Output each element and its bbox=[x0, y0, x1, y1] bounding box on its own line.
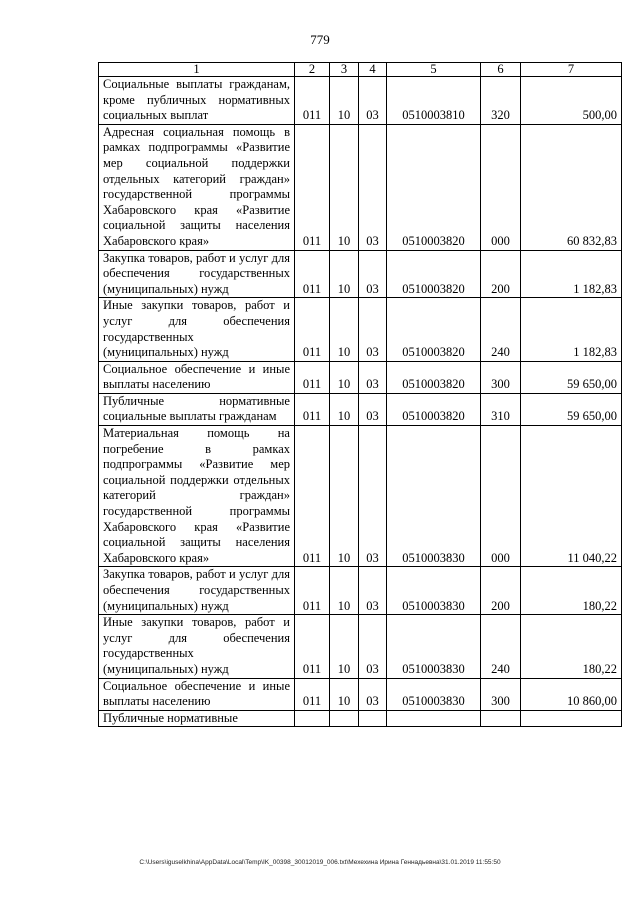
row-sum: 180,22 bbox=[521, 615, 622, 678]
row-csr: 0510003820 bbox=[387, 250, 481, 298]
row-pr: 03 bbox=[359, 426, 387, 567]
row-sum: 11 040,22 bbox=[521, 426, 622, 567]
row-sum: 10 860,00 bbox=[521, 678, 622, 710]
table-row bbox=[99, 426, 622, 567]
row-vr: 240 bbox=[481, 298, 521, 361]
row-gr: 011 bbox=[295, 426, 330, 567]
row-name: Иные закупки товаров, работ и услуг для обеспечения государственных (муниципальных) нужд bbox=[99, 615, 295, 678]
row-gr: 011 bbox=[295, 678, 330, 710]
col-header-pr: 4 bbox=[359, 63, 387, 77]
row-name: Социальное обеспечение и иные выплаты населению bbox=[99, 678, 295, 710]
row-csr: 0510003820 bbox=[387, 124, 481, 250]
col-header-rz: 3 bbox=[330, 63, 359, 77]
row-vr: 300 bbox=[481, 678, 521, 710]
row-vr: 200 bbox=[481, 567, 521, 615]
row-vr: 310 bbox=[481, 393, 521, 425]
row-rz bbox=[330, 710, 359, 727]
row-vr: 000 bbox=[481, 426, 521, 567]
row-name: Закупка товаров, работ и услуг для обеспечения государственных (муниципальных) нужд bbox=[99, 250, 295, 298]
col-header-sum: 7 bbox=[521, 63, 622, 77]
row-csr: 0510003820 bbox=[387, 361, 481, 393]
row-sum: 59 650,00 bbox=[521, 393, 622, 425]
table-row-truncated bbox=[99, 710, 622, 727]
row-csr: 0510003830 bbox=[387, 567, 481, 615]
row-gr: 011 bbox=[295, 298, 330, 361]
table-row bbox=[99, 361, 622, 393]
row-pr: 03 bbox=[359, 567, 387, 615]
row-csr: 0510003810 bbox=[387, 77, 481, 125]
row-pr: 03 bbox=[359, 124, 387, 250]
row-rz: 10 bbox=[330, 567, 359, 615]
col-header-csr: 5 bbox=[387, 63, 481, 77]
row-gr: 011 bbox=[295, 250, 330, 298]
row-rz: 10 bbox=[330, 426, 359, 567]
col-header-gr: 2 bbox=[295, 63, 330, 77]
table-row bbox=[99, 678, 622, 710]
row-csr: 0510003820 bbox=[387, 393, 481, 425]
row-pr: 03 bbox=[359, 393, 387, 425]
row-vr: 320 bbox=[481, 77, 521, 125]
row-rz: 10 bbox=[330, 124, 359, 250]
col-header-name: 1 bbox=[99, 63, 295, 77]
table-row bbox=[99, 298, 622, 361]
row-gr: 011 bbox=[295, 77, 330, 125]
row-pr: 03 bbox=[359, 678, 387, 710]
row-gr bbox=[295, 710, 330, 727]
row-gr: 011 bbox=[295, 615, 330, 678]
row-pr: 03 bbox=[359, 77, 387, 125]
row-name: Материальная помощь на погребение в рамках подпрограммы «Развитие мер социальной поддержки отдельных категорий граждан» государственной программы Хабаровского края «Развитие социальной защиты населения Хабаровского края» bbox=[99, 426, 295, 567]
row-name: Социальное обеспечение и иные выплаты населению bbox=[99, 361, 295, 393]
row-sum: 1 182,83 bbox=[521, 298, 622, 361]
row-rz: 10 bbox=[330, 298, 359, 361]
row-vr: 240 bbox=[481, 615, 521, 678]
row-sum bbox=[521, 710, 622, 727]
row-pr: 03 bbox=[359, 298, 387, 361]
row-vr bbox=[481, 710, 521, 727]
row-rz: 10 bbox=[330, 77, 359, 125]
table-row bbox=[99, 250, 622, 298]
row-gr: 011 bbox=[295, 567, 330, 615]
header-row bbox=[99, 63, 622, 77]
row-pr: 03 bbox=[359, 250, 387, 298]
row-sum: 60 832,83 bbox=[521, 124, 622, 250]
row-sum: 59 650,00 bbox=[521, 361, 622, 393]
row-csr: 0510003830 bbox=[387, 678, 481, 710]
row-name: Иные закупки товаров, работ и услуг для обеспечения государственных (муниципальных) нужд bbox=[99, 298, 295, 361]
row-sum: 500,00 bbox=[521, 77, 622, 125]
row-rz: 10 bbox=[330, 250, 359, 298]
row-pr: 03 bbox=[359, 615, 387, 678]
row-rz: 10 bbox=[330, 361, 359, 393]
page-number: 779 bbox=[310, 32, 330, 47]
file-path-footer: C:\Users\iguselkhina\AppData\Local\Temp\IK_00398_30012019_006.txt\Мехехина Ирина Геннадьевна\31.01.2019 11:55:50 bbox=[139, 859, 501, 866]
row-vr: 300 bbox=[481, 361, 521, 393]
row-sum: 180,22 bbox=[521, 567, 622, 615]
table-row bbox=[99, 567, 622, 615]
row-csr bbox=[387, 710, 481, 727]
row-vr: 000 bbox=[481, 124, 521, 250]
col-header-vr: 6 bbox=[481, 63, 521, 77]
row-csr: 0510003830 bbox=[387, 615, 481, 678]
row-sum: 1 182,83 bbox=[521, 250, 622, 298]
budget-table bbox=[98, 62, 622, 727]
row-csr: 0510003820 bbox=[387, 298, 481, 361]
table-row bbox=[99, 77, 622, 125]
row-gr: 011 bbox=[295, 393, 330, 425]
row-csr: 0510003830 bbox=[387, 426, 481, 567]
row-vr: 200 bbox=[481, 250, 521, 298]
table-row bbox=[99, 615, 622, 678]
row-name: Социальные выплаты гражданам, кроме публичных нормативных социальных выплат bbox=[99, 77, 295, 125]
row-gr: 011 bbox=[295, 361, 330, 393]
row-name: Закупка товаров, работ и услуг для обеспечения государственных (муниципальных) нужд bbox=[99, 567, 295, 615]
row-gr: 011 bbox=[295, 124, 330, 250]
table-row bbox=[99, 124, 622, 250]
table-row bbox=[99, 393, 622, 425]
row-rz: 10 bbox=[330, 393, 359, 425]
row-name: Публичные нормативные bbox=[99, 710, 295, 727]
row-pr bbox=[359, 710, 387, 727]
row-name: Публичные нормативные социальные выплаты гражданам bbox=[99, 393, 295, 425]
row-pr: 03 bbox=[359, 361, 387, 393]
row-name: Адресная социальная помощь в рамках подпрограммы «Развитие мер социальной поддержки отдельных категорий граждан» государственной программы Хабаровского края «Развитие социальной защиты населения Хабаровского края» bbox=[99, 124, 295, 250]
row-rz: 10 bbox=[330, 615, 359, 678]
row-rz: 10 bbox=[330, 678, 359, 710]
